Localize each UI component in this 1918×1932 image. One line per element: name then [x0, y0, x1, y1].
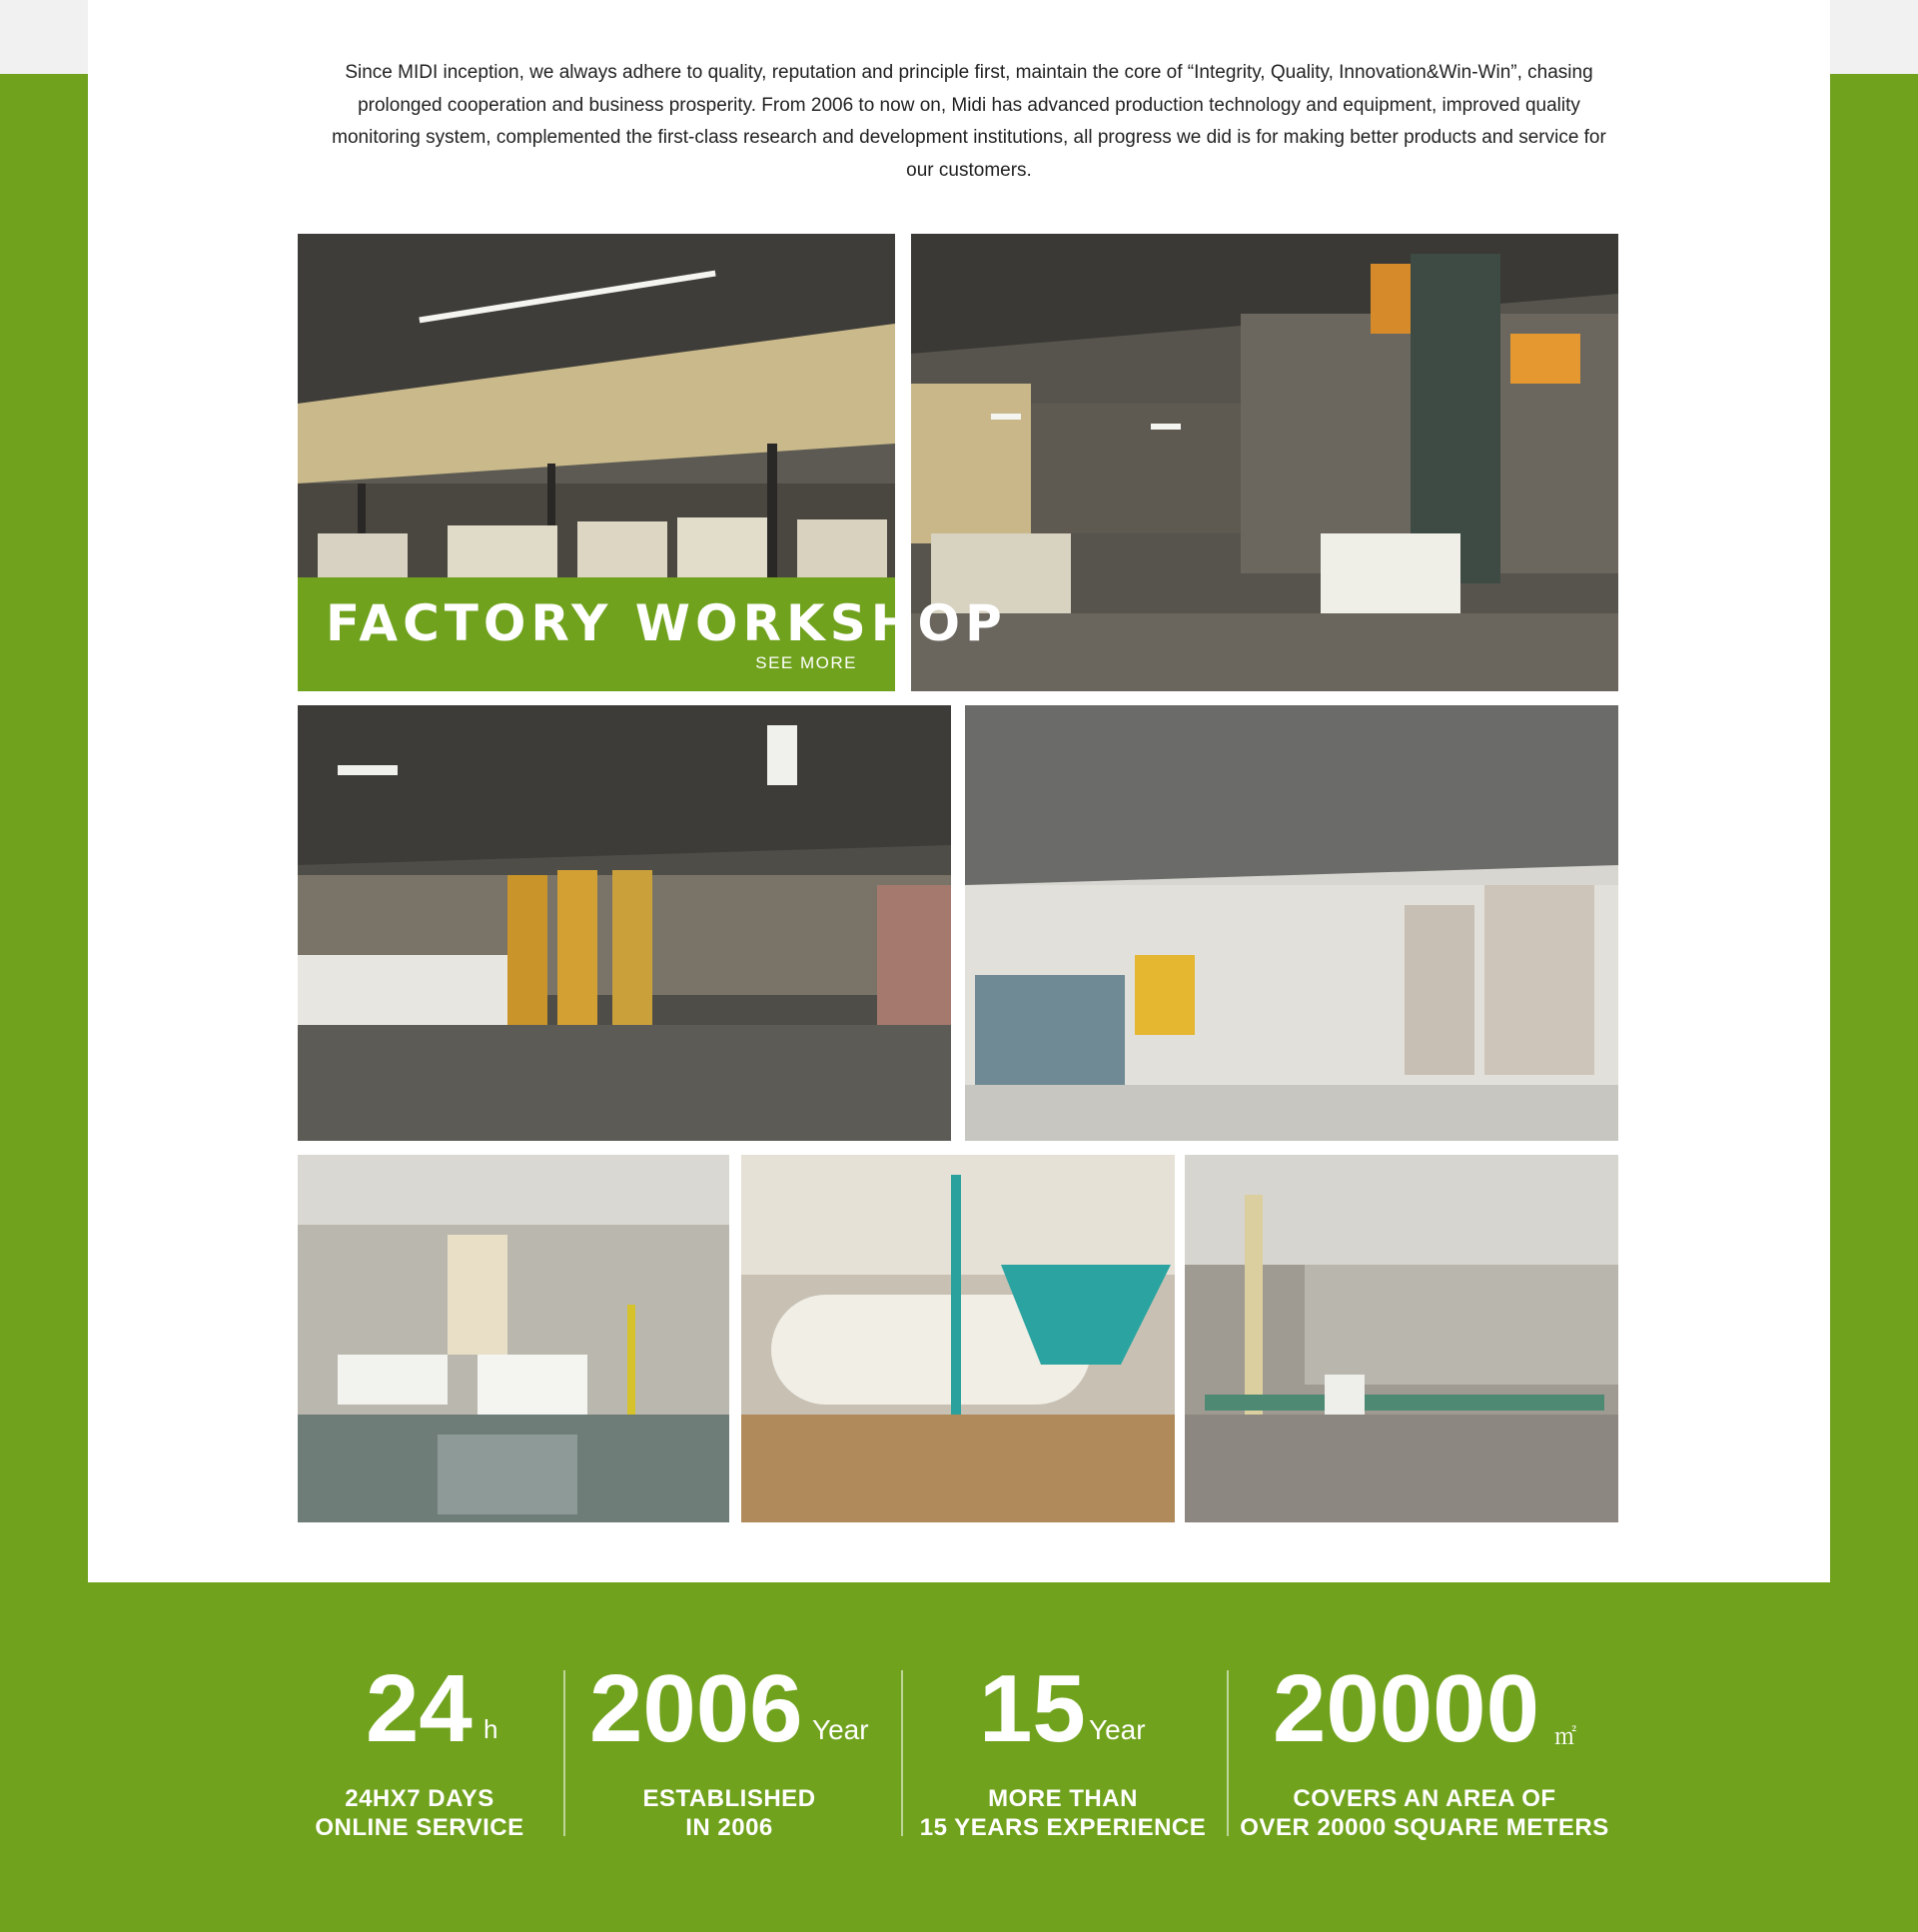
stat-desc-hours-line1: 24HX7 DAYS — [345, 1785, 494, 1812]
intro-paragraph: Since MIDI inception, we always adhere to quality, reputation and principle first, maintain the core of “Integrity, Quality, Innovation&Win-Win”, chasing prolonged cooperation and business prosperity. From 2006 to now on, Midi has advanced production technology and equipment, improved quality monitoring system, complemented the first-class research and development institutions, all progress we did is for making better products and service for our customers. — [332, 62, 1606, 181]
stat-unit-area: ㎡ — [1554, 1724, 1577, 1749]
factory-photo-production-line[interactable] — [1185, 1155, 1618, 1522]
stat-desc-area-line2: OVER 20000 SQUARE METERS — [1240, 1814, 1609, 1841]
stat-desc-established — [599, 1784, 859, 1842]
stat-desc-experience-line2: 15 YEARS EXPERIENCE — [919, 1814, 1207, 1841]
stat-value-area: 20000 — [1273, 1655, 1539, 1762]
stat-desc-hours — [300, 1784, 539, 1842]
stat-unit-established: Year — [812, 1714, 869, 1745]
stat-desc-experience — [913, 1784, 1213, 1842]
stat-value-experience: 15 — [979, 1655, 1086, 1762]
factory-photo-rotary-drum[interactable] — [741, 1155, 1175, 1522]
stat-unit-experience: Year — [1089, 1714, 1146, 1745]
factory-photo-workshop[interactable] — [911, 234, 1618, 691]
stat-desc-experience-line1: MORE THAN — [988, 1785, 1138, 1812]
banner-title: FACTORY WORKSHOP — [326, 594, 1007, 652]
stat-value-hours: 24 — [366, 1655, 473, 1762]
stat-divider-1 — [563, 1670, 565, 1836]
stat-desc-area — [1235, 1784, 1614, 1842]
stat-unit-hours: h — [483, 1714, 498, 1744]
stat-desc-established-line2: IN 2006 — [685, 1814, 773, 1841]
stat-divider-2 — [901, 1670, 903, 1836]
factory-workshop-banner[interactable] — [298, 577, 1007, 691]
factory-photo-tanks[interactable] — [965, 705, 1618, 1141]
see-more-link[interactable]: SEE MORE — [755, 653, 857, 672]
stat-divider-3 — [1227, 1670, 1229, 1836]
stat-desc-area-line1: COVERS AN AREA OF — [1293, 1785, 1556, 1812]
stat-desc-hours-line2: ONLINE SERVICE — [315, 1814, 524, 1841]
factory-photo-palletizer[interactable] — [298, 1155, 729, 1522]
factory-photo-silos[interactable] — [298, 705, 951, 1141]
stat-value-established: 2006 — [589, 1655, 803, 1762]
stat-desc-established-line1: ESTABLISHED — [642, 1785, 816, 1812]
